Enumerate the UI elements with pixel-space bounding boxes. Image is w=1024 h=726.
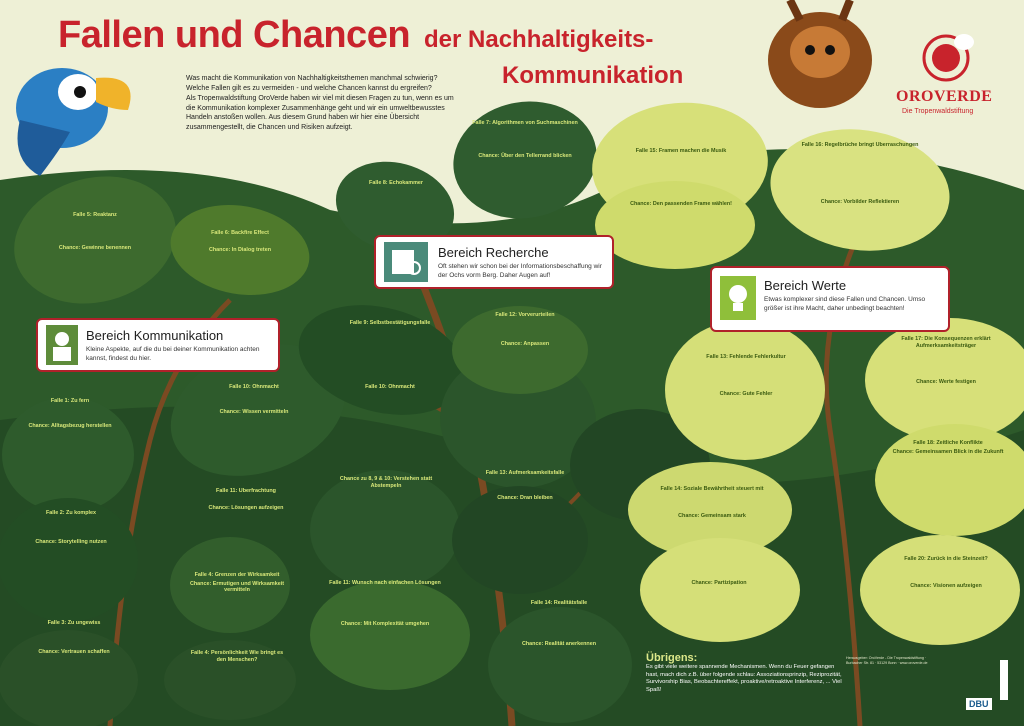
leaf-falle-4b	[190, 650, 284, 698]
leaf-chance: Chance: Über den Tellerrand blicken	[478, 152, 572, 159]
leaf-title: Falle 10: Ohnmacht	[229, 384, 279, 390]
leaf-falle-9	[330, 320, 450, 376]
ubrigens-text: Es gibt viele weitere spannende Mechanismen. Wenn du Feuer gefangen hast, mach dich z.B. über folgende schlau: Assoziationsprinzip, Reziprozität, Survivorship Bias, Beobachtereffekt, proaktive/retroaktive Interferenz, ... Viel Spaß!	[646, 664, 842, 693]
leaf-chance: Chance: In Dialog treten	[208, 246, 271, 253]
box-recherche-title: Bereich Recherche	[438, 245, 549, 260]
box-werte-title: Bereich Werte	[764, 278, 847, 293]
leaf-falle-14b	[498, 600, 620, 700]
leaf-chance: Chance: Mit Komplexität umgehen	[340, 620, 430, 627]
logo-tagline: Die Tropenwaldstiftung	[902, 108, 974, 115]
leaf-title: Falle 12: Vorverurteilen	[495, 312, 555, 318]
leaf-title: Falle 20: Zurück in die Steinzeit?	[904, 556, 988, 562]
leaf-falle-2	[16, 510, 126, 590]
document-search-icon	[384, 242, 428, 282]
intro-paragraph-2: Als Tropenwaldstiftung OroVerde haben wir viel mit diesen Fragen zu tun, wenn es um die Kommunikation komplexer Zusammenhänge geht und wir ein umweltbewusstes Handeln anstoßen wollen. Aus diesem Grund haben wir hier eine Übersicht zusammengestellt, die Chancen und Risiken aufzeigt.	[186, 95, 454, 131]
leaf-title: Chance zu 8, 9 & 10: Verstehen statt Abstempeln	[339, 476, 433, 489]
leaf-title: Falle 8: Echokammer	[369, 180, 423, 186]
leaf-falle-12	[462, 312, 588, 408]
leaf-chance: Chance: Ermutigen und Wirksamkeit vermitteln	[190, 580, 284, 593]
leaf-title: Falle 13: Aufmerksamkeitsfalle	[485, 470, 565, 476]
leaf-falle-13	[686, 354, 806, 450]
box-recherche	[374, 235, 614, 289]
leaf-chance: Chance: Vertrauen schaffen	[38, 648, 110, 655]
person-icon	[46, 325, 78, 365]
leaf-falle-18	[880, 440, 1016, 530]
leaf-falle-3	[16, 620, 132, 700]
leaf-chance: Chance: Gemeinsam stark	[678, 512, 746, 519]
leaf-title: Falle 14: Realitätsfalle	[530, 600, 588, 606]
leaf-chance: Chance: Gute Fehler	[719, 390, 773, 397]
page-title: Fallen und Chancen	[58, 14, 411, 56]
leaf-title: Falle 11: Wunsch nach einfachen Lösungen	[329, 580, 441, 586]
leaf-chance: Chance: Realität anerkennen	[522, 640, 596, 647]
leaf-chance: Chance: Wissen vermitteln	[219, 408, 289, 415]
leaf-chance: Chance: Dran bleiben	[497, 494, 553, 501]
ubrigens-title: Übrigens:	[646, 652, 698, 664]
leaf-falle-4	[190, 572, 284, 624]
leaf-title: Falle 5: Reaktanz	[73, 212, 117, 218]
credits: Herausgeber: OroVerde - Die Tropenwaldstiftung · Burbacher Str. 81 · 53129 Bonn · www.oroverde.de	[846, 656, 928, 665]
leaf-title: Falle 16: Regelbrüche bringt Überraschungen	[801, 142, 919, 148]
leaf-falle-13b	[470, 470, 580, 548]
intro-paragraph-1: Was macht die Kommunikation von Nachhaltigkeitsthemen manchmal schwierig? Welche Fallen gilt es zu vermeiden - und welche Chancen kannst du ergreifen?	[186, 75, 438, 92]
leaf-chance: Chance: Anpassen	[500, 340, 550, 347]
leaf-chance-8-9-10	[326, 476, 446, 552]
logo-name: OROVERDE	[896, 88, 993, 105]
leaf-chance: Chance: Werte festigen	[916, 379, 976, 385]
leaf-partizipation	[664, 580, 774, 640]
leaf-title: Falle 13: Fehlende Fehlerkultur	[706, 354, 786, 360]
leaf-falle-8	[350, 180, 442, 228]
leaf-title: Falle 7: Algorithmen von Suchmaschinen	[472, 120, 578, 126]
leaf-falle-10b	[344, 384, 436, 444]
leaf-chance: Chance: Gewinne benennen	[58, 244, 132, 251]
leaf-chance: Chance: Storytelling nutzen	[35, 538, 107, 545]
leaf-title: Falle 14: Soziale Bewährtheit steuert mit	[660, 486, 764, 492]
lightbulb-icon	[720, 276, 756, 320]
page-subtitle-1: der Nachhaltigkeits-	[424, 26, 654, 53]
box-kommunikation	[36, 318, 280, 372]
leaf-falle-1	[14, 398, 126, 488]
box-werte-text: Etwas komplexer sind diese Fallen und Chancen. Umso größer ist ihre Macht, daher unbedingt beachten!	[764, 296, 926, 312]
leaf-falle-10	[196, 384, 312, 474]
leaf-falle-15	[612, 148, 750, 258]
leaf-falle-17	[876, 336, 1016, 432]
intro-text	[186, 74, 456, 133]
box-werte	[710, 266, 950, 332]
leaf-title: Falle 3: Zu ungewiss	[47, 620, 101, 626]
leaf-chance: Chance: Vorbilder Reflektieren	[820, 198, 900, 205]
leaf-title: Chance: Partizipation	[691, 580, 747, 586]
leaf-title: Falle 4: Grenzen der Wirksamkeit	[194, 572, 280, 578]
leaf-falle-6	[190, 230, 290, 280]
leaf-title: Falle 4: Persönlichkeit Wie bringt es den Menschen?	[190, 650, 284, 663]
leaf-title: Falle 2: Zu komplex	[45, 510, 97, 516]
leaf-falle-7	[462, 120, 588, 216]
box-recherche-text: Oft stehen wir schon bei der Informationsbeschaffung wir der Ochs vorm Berg. Daher Augen auf!	[438, 263, 602, 279]
leaf-title: Falle 6: Backfire Effect	[211, 230, 269, 236]
dbu-logo: DBU	[966, 698, 992, 710]
leaf-title: Falle 15: Framen machen die Musik	[635, 148, 727, 154]
leaf-chance: Chance: Gemeinsamen Blick in die Zukunft	[892, 448, 1004, 455]
leaf-title: Falle 10: Ohnmacht	[365, 384, 415, 390]
leaf-chance: Chance: Alltagsbezug herstellen	[28, 422, 112, 429]
leaf-chance: Chance: Den passenden Frame wählen!	[630, 200, 732, 207]
leaf-chance: Chance: Visionen aufzeigen	[910, 582, 982, 589]
leaf-title: Falle 17: Die Konsequenzen erklärt Aufmerksamkeitsträger	[901, 336, 991, 349]
leaf-title: Falle 18: Zeitliche Konflikte	[913, 440, 983, 446]
leaf-title: Falle 9: Selbstbestätigungsfalle	[349, 320, 431, 326]
leaf-falle-11b	[322, 580, 448, 680]
leaf-falle-16	[790, 142, 930, 238]
leaf-chance: Chance: Lösungen aufzeigen	[208, 504, 284, 511]
leaf-title: Falle 11: Überfrachtung	[216, 488, 276, 494]
ubrigens-section	[646, 652, 842, 694]
leaf-title: Falle 1: Zu fern	[50, 398, 90, 404]
box-kommunikation-title: Bereich Kommunikation	[86, 328, 224, 343]
box-kommunikation-text: Kleine Aspekte, auf die du bei deiner Kommunikation achten kannst, findest du hier.	[86, 346, 260, 362]
leaf-falle-11	[196, 488, 296, 558]
leaf-falle-20	[878, 556, 1014, 636]
page-subtitle-2: Kommunikation	[502, 62, 684, 89]
leaf-falle-5	[40, 212, 150, 282]
leaf-falle-14	[650, 486, 774, 576]
